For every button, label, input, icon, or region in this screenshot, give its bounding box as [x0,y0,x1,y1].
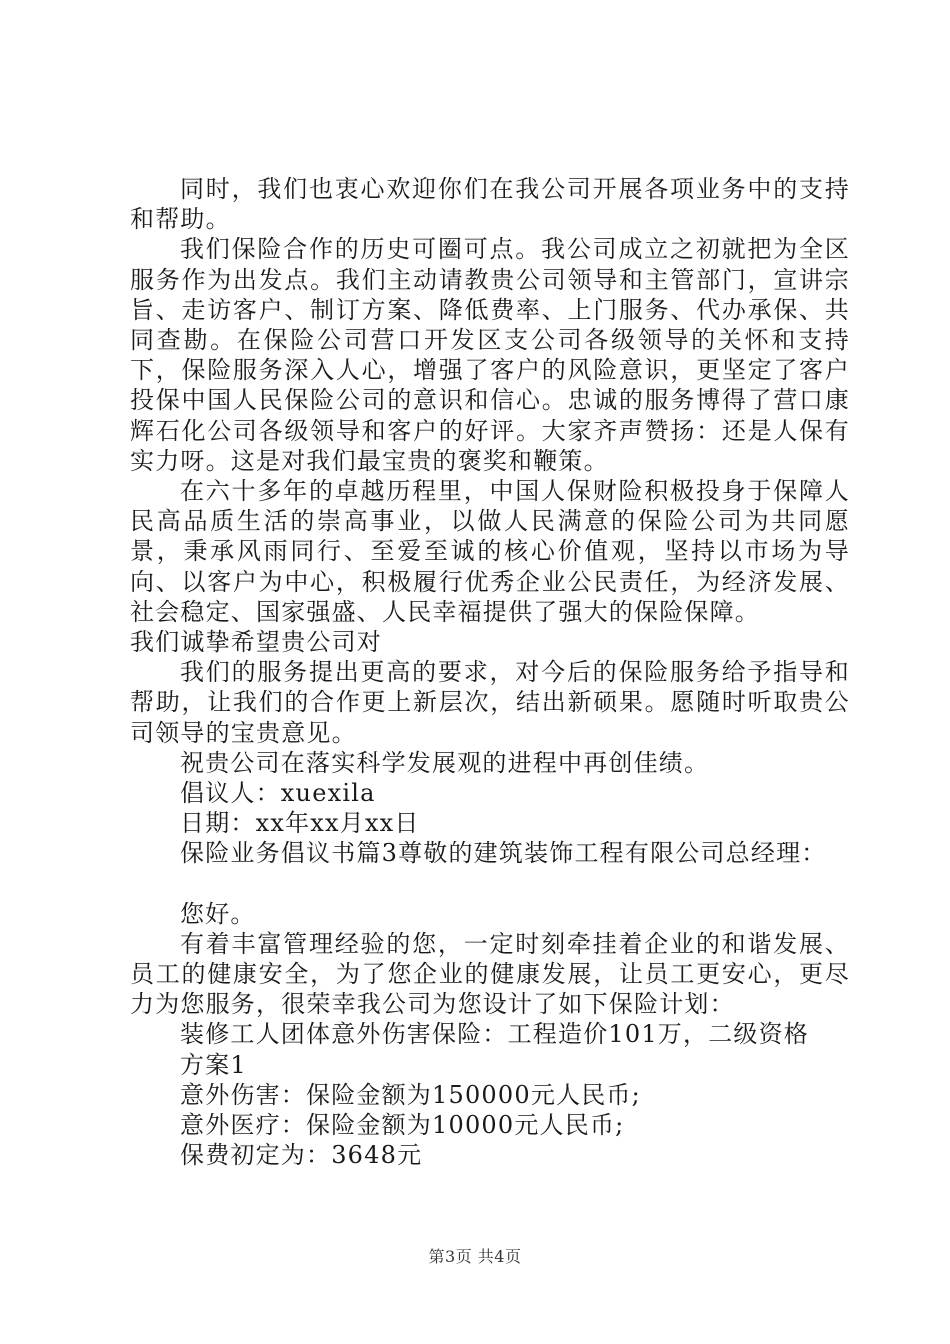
paragraph: 同时，我们也衷心欢迎你们在我公司开展各项业务中的支持和帮助。 [130,175,850,234]
plan-item: 保费初定为：3648元 [180,1141,423,1170]
plan-label: 方案1 [180,1050,247,1079]
plan-title: 装修工人团体意外伤害保险：工程造价101万，二级资格 [180,1020,810,1049]
paragraph: 我们的服务提出更高的要求，对今后的保险服务给予指导和帮助，让我们的合作更上新层次，结出新硕果。愿随时听取贵公司领导的宝贵意见。 [130,658,850,747]
plan-item: 意外医疗：保险金额为10000元人民币; [180,1111,625,1140]
paragraph: 在六十多年的卓越历程里，中国人保财险积极投身于保障人民高品质生活的崇高事业，以做人民满意的保险公司为共同愿景，秉承风雨同行、至爱至诚的核心价值观，坚持以市场为导向、以客户为中心，积极履行优秀企业公民责任，为经济发展、社会稳定、国家强盛、人民幸福提供了强大的保险保障。 [130,477,850,626]
paragraph: 有着丰富管理经验的您，一定时刻牵挂着企业的和谐发展、员工的健康安全，为了您企业的健康发展，让员工更安心，更尽力为您服务，很荣幸我公司为您设计了如下保险计划： [130,929,850,1019]
date-line: 日期：xx年xx月xx日 [180,809,420,838]
page-number: 第3页 共4页 [428,1247,522,1266]
plan-item: 意外伤害：保险金额为150000元人民币; [180,1080,641,1109]
proposer-line: 倡议人：xuexila [180,779,376,808]
document-body [130,174,850,1171]
paragraph: 祝贵公司在落实科学发展观的进程中再创佳绩。 [180,748,710,777]
section-heading: 保险业务倡议书篇3尊敬的建筑装饰工程有限公司总经理： [180,839,827,868]
paragraph: 我们诚挚希望贵公司对 [130,628,382,657]
blank-line [130,869,850,899]
paragraph: 我们保险合作的历史可圈可点。我公司成立之初就把为全区服务作为出发点。我们主动请教贵公司领导和主管部门，宣讲宗旨、走访客户、制订方案、降低费率、上门服务、代办承保、共同查勘。在保险公司营口开发区支公司各级领导的关怀和支持下，保险服务深入人心，增强了客户的风险意识，更坚定了客户投保中国人民保险公司的意识和信心。忠诚的服务博得了营口康辉石化公司各级领导和客户的好评。大家齐声赞扬：还是人保有实力呀。这是对我们最宝贵的褒奖和鞭策。 [130,235,850,475]
greeting: 您好。 [180,899,256,928]
